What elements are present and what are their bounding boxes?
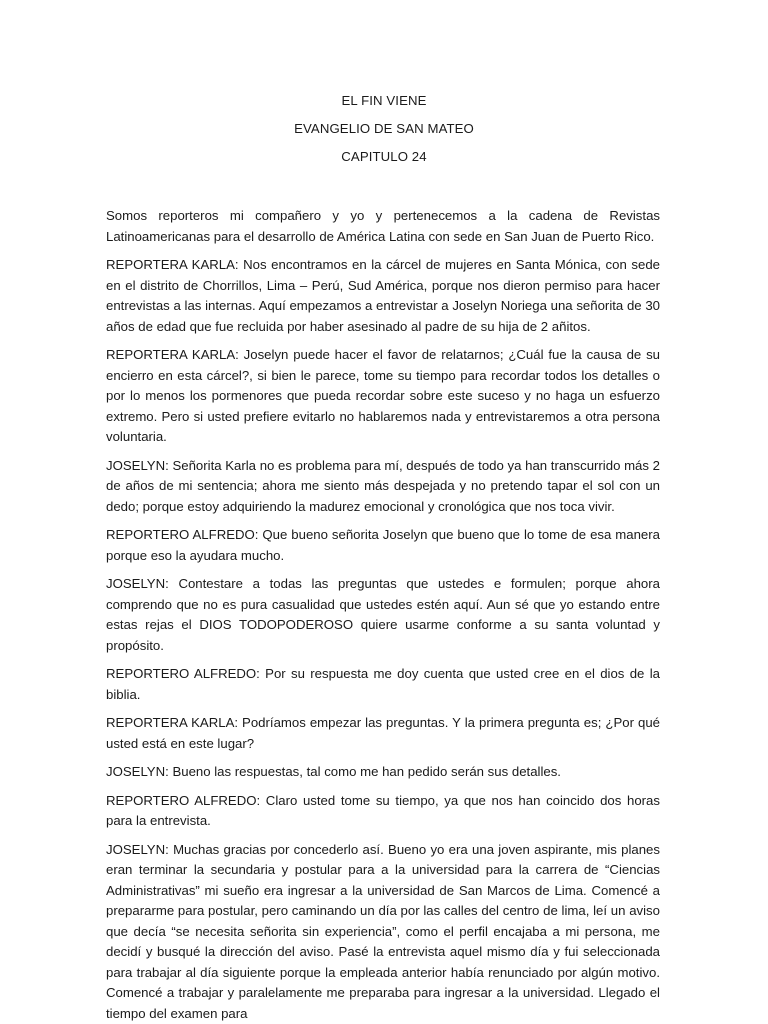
paragraph: REPORTERO ALFREDO: Por su respuesta me doy cuenta que usted cree en el dios de la biblia. (106, 666, 660, 702)
paragraph: REPORTERA KARLA: Joselyn puede hacer el favor de relatarnos; ¿Cuál fue la causa de su encierro en esta cárcel?, si bien le parece, tome su tiempo para recordar todos los detalles o por lo menos los pormenores que pueda recordar sobre este suceso y no haga un esfuerzo extremo. Pero si usted prefiere evitarlo no hablaremos nada y entrevistaremos a otra persona voluntaria. (106, 347, 660, 444)
paragraph: REPORTERO ALFREDO: Claro usted tome su tiempo, ya que nos han coincido dos horas para la entrevista. (106, 792, 660, 828)
paragraph: JOSELYN: Bueno las respuestas, tal como me han pedido serán sus detalles. (106, 764, 561, 779)
chapter-heading: CAPITULO 24 (341, 149, 427, 164)
paragraph: JOSELYN: Señorita Karla no es problema para mí, después de todo ya han transcurrido más 2 de años de mi sentencia; ahora me siento más despejada y no pretendo tapar el sol con un dedo; porque estoy adquiriendo la madurez emocional y cronológica que nos toca vivir. (106, 457, 660, 514)
paragraph-intro: Somos reporteros mi compañero y yo y pertenecemos a la cadena de Revistas Latinoamericanas para el desarrollo de América Latina con sede en San Juan de Puerto Rico. (106, 208, 660, 244)
heading-block (0, 93, 768, 177)
document-body (106, 206, 660, 1024)
paragraph: JOSELYN: Muchas gracias por concederlo así. Bueno yo era una joven aspirante, mis planes eran terminar la secundaria y postular para a la universidad para la carrera de “Ciencias Administrativas” mi sueño era ingresar a la universidad de San Marcos de Lima. Comencé a prepararme para postular, pero caminando un día por las calles del centro de lima, leí un aviso que decía “se necesita señorita sin experiencia”, como el perfil encajaba a mi persona, me decidí y busqué la dirección del aviso. Pasé la entrevista aquel mismo día y fui seleccionada para trabajar al día siguiente porque la empleada anterior había renunciado por algún motivo. Comencé a trabajar y paralelamente me preparaba para ingresar a la universidad. Llegado el tiempo del examen para (106, 841, 660, 1021)
document-subtitle: EVANGELIO DE SAN MATEO (294, 121, 474, 136)
paragraph: JOSELYN: Contestare a todas las preguntas que ustedes e formulen; porque ahora comprendo que no es pura casualidad que ustedes estén aquí. Aun sé que yo estando entre estas rejas el DIOS TODOPODEROSO quiere usarme conforme a su santa voluntad y propósito. (106, 576, 660, 653)
paragraph: REPORTERO ALFREDO: Que bueno señorita Joselyn que bueno que lo tome de esa manera porque eso la ayudara mucho. (106, 527, 660, 563)
paragraph: REPORTERA KARLA: Nos encontramos en la cárcel de mujeres en Santa Mónica, con sede en el distrito de Chorrillos, Lima – Perú, Sud América, porque nos dieron permiso para hacer entrevistas a las internas. Aquí empezamos a entrevistar a Joselyn Noriega una señorita de 30 años de edad que fue recluida por haber asesinado al padre de su hija de 2 añitos. (106, 257, 660, 334)
document-title: EL FIN VIENE (341, 93, 427, 108)
paragraph: REPORTERA KARLA: Podríamos empezar las preguntas. Y la primera pregunta es; ¿Por qué usted está en este lugar? (106, 715, 660, 751)
